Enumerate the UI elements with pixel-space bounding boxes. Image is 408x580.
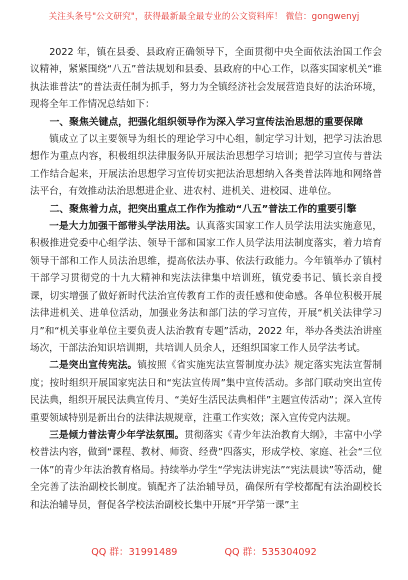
document-body (30, 44, 382, 514)
item-2-paragraph (30, 357, 382, 427)
item-3-lead: 三是倾力普法青少年学法氛围。 (49, 429, 185, 441)
item-3-body: 贯彻落实《青少年法治教育大纲》，丰富中小学校普法内容，做到“课程、教材、师资、经费”四落实，形成学校、家庭、社会“三位一体”的青少年法治教育格局。持续举办学生“学宪法讲宪法”“宪法晨读”等活动，健全完善了法治副校长制度。镇配齐了法治辅导员，确保所有学校都配有法治副校长和法治辅导员，督促各学校法治副校长集中开展“开学第一课”主 (30, 429, 383, 511)
item-1-body: 认真落实国家工作人员学法用法实施意见，积极推进党委中心组学法、领导干部和国家工作人员学法用法制度落实，着力培育领导干部和工作人员法治思维，提高依法办事、依法行政能力。今年镇举办了镇村干部学习贯彻党的十九大精神和宪法法律集中培训班，镇党委书记、镇长亲自授课，切实增强了做好新时代法治宣传教育工作的责任感和使命感。各单位积极开展法律进机关、进单位活动，加强业务法和部门法的学习宣传，开展“机关法律学习月”和“机关事业单位主要负责人法治教育专题”活动，2022 年，举办各类法治讲座场次，干部法治知识培训期，共培训人员余人，还组织国家工作人员学法考试。 (30, 221, 383, 354)
item-2-lead: 二是突出宣传宪法。 (49, 360, 138, 372)
item-1-paragraph (30, 218, 382, 357)
intro-paragraph: 2022 年，镇在县委、县政府正确领导下，全面贯彻中央全面依法治国工作会议精神，紧紧围绕“八五”普法规划和县委、县政府的中心工作，以落实国家机关“谁执法谁普法”的普法责任制为抓手，努力为全镇经济社会发展营造良好的法治环境，现将全年工作情况总结如下： (30, 47, 382, 111)
item-2-body: 镇按照《省实施宪法宣誓制度办法》规定落实宪法宣誓制度；按时组织开展国家宪法日和“宪法宣传周”集中宣传活动。多部门联动突出宣传民法典，组织开展民法典宣传月、“美好生活民法典相伴”主题宣传活动”；深入宣传重要领域特别是新出台的法律法规规章，注重工作实效；深入宣传党内法规。 (30, 360, 383, 424)
footer-qq-group-1: QQ 群：31991489 (91, 547, 178, 558)
section-1-paragraph: 镇成立了以主要领导为组长的理论学习中心组，制定学习计划，把学习法治思想作为重点内容，积极组织法律服务队开展法治思想学习培训；把学习宣传与普法工作结合起来，开展法治思想学习宣传切实把法治思想纳入各类普法阵地和网络普法平台，有效推动法治思想进企业、进农村、进机关、进校园、进单位。 (30, 134, 382, 198)
item-3-paragraph (30, 427, 382, 514)
section-2-heading: 二、聚焦着力点，把突出重点工作作为推动“八五”普法工作的重要引擎 (49, 203, 357, 215)
header-banner: 关注头条号"公文研究"，获得最新最全最专业的公文资料库！ 微信：gongwenyj (48, 12, 360, 22)
item-1-lead: 一是大力加强干部带头学法用法。 (49, 221, 197, 233)
footer-banner (0, 540, 408, 566)
section-1-heading: 一、聚焦关键点，把强化组织领导作为深入学习宣传法治思想的重要保障 (49, 116, 364, 128)
footer-qq-group-2: QQ 群：535304092 (224, 547, 317, 558)
